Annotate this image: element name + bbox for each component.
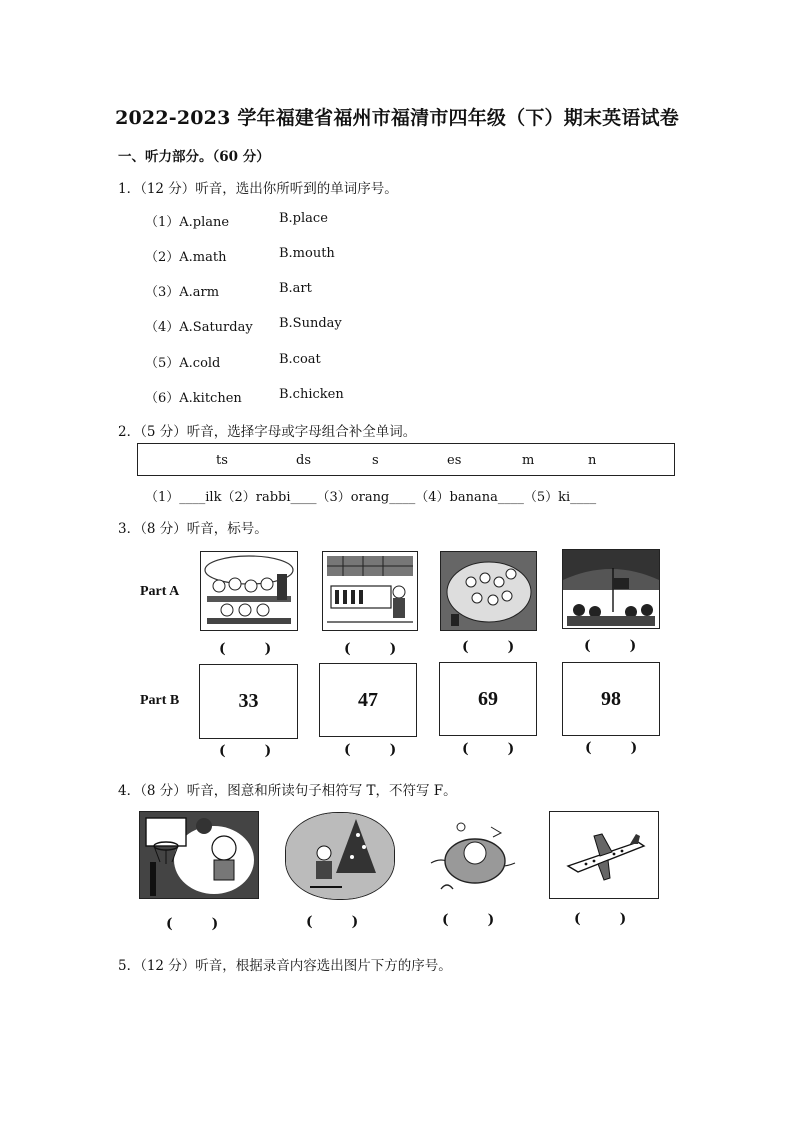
answer-paren[interactable]: ( ): [344, 641, 397, 657]
answer-paren[interactable]: ( ): [585, 740, 638, 756]
q1-option-4b: B.Sunday: [279, 316, 342, 331]
q1-option-3a: （3）A.arm: [145, 285, 220, 300]
q1-option-4a: （4）A.Saturday: [145, 320, 253, 335]
question-2-stem: 2．（5 分）听音，选择字母或字母组合补全单词。: [118, 424, 417, 440]
classroom-illustration: [201, 552, 297, 630]
question-5-stem: 5．（12 分）听音，根据录音内容选出图片下方的序号。: [118, 958, 452, 974]
picture-playground: [440, 551, 537, 631]
part-b-label: Part B: [140, 693, 180, 708]
picture-plane: [549, 811, 659, 899]
q1-option-2b: B.mouth: [279, 246, 335, 261]
answer-paren[interactable]: ( ): [442, 912, 495, 928]
q1-option-6a: （6）A.kitchen: [145, 391, 242, 406]
picture-classroom: [200, 551, 298, 631]
playground-illustration: [441, 552, 536, 630]
picture-swim-ring: [420, 812, 524, 900]
q1-option-3b: B.art: [279, 281, 312, 296]
q1-option-1a: （1）A.plane: [145, 215, 230, 230]
answer-paren[interactable]: ( ): [219, 641, 272, 657]
number-box-33: 33: [199, 664, 298, 739]
letter-choice: n: [588, 453, 597, 468]
answer-paren[interactable]: ( ): [219, 743, 272, 759]
answer-paren[interactable]: ( ): [306, 914, 359, 930]
q1-option-1b: B.place: [279, 211, 328, 226]
letter-choice: ds: [296, 453, 311, 468]
swim-ring-illustration: [421, 813, 524, 900]
picture-basketball: [139, 811, 259, 899]
page-title: 2022-2023 学年福建省福州市福清市四年级（下）期末英语试卷: [115, 107, 679, 129]
question-4-stem: 4．（8 分）听音，图意和所读句子相符写 T，不符写 F。: [118, 783, 457, 799]
q1-option-5b: B.coat: [279, 352, 321, 367]
skating-illustration: [286, 813, 394, 899]
q2-fill-blanks: （1）____ilk（2）rabbi____（3）orang____（4）banana____（5）ki____: [145, 490, 597, 505]
q1-option-2a: （2）A.math: [145, 250, 227, 265]
flag-ceremony-illustration: [563, 550, 659, 628]
library-illustration: [323, 552, 417, 630]
part-a-label: Part A: [140, 584, 180, 599]
answer-paren[interactable]: ( ): [462, 639, 515, 655]
answer-paren[interactable]: ( ): [462, 741, 515, 757]
letter-choice: m: [522, 453, 535, 468]
number-box-98: 98: [562, 662, 660, 736]
plane-illustration: [550, 812, 658, 898]
answer-paren[interactable]: ( ): [574, 911, 627, 927]
number-box-47: 47: [319, 663, 417, 737]
picture-skating: [285, 812, 395, 900]
number-box-69: 69: [439, 662, 537, 736]
question-1-stem: 1．（12 分）听音，选出你所听到的单词序号。: [118, 181, 398, 197]
basketball-illustration: [140, 812, 258, 898]
section-heading-listening: 一、听力部分。（60 分）: [118, 149, 270, 165]
answer-paren[interactable]: ( ): [344, 742, 397, 758]
answer-paren[interactable]: ( ): [584, 638, 637, 654]
letter-choice: ts: [216, 453, 228, 468]
letter-choice: s: [372, 453, 379, 468]
q1-option-5a: （5）A.cold: [145, 356, 221, 371]
picture-flag-ceremony: [562, 549, 660, 629]
letter-choice: es: [447, 453, 462, 468]
answer-paren[interactable]: ( ): [166, 916, 219, 932]
q1-option-6b: B.chicken: [279, 387, 344, 402]
question-3-stem: 3．（8 分）听音，标号。: [118, 521, 268, 537]
picture-library: [322, 551, 418, 631]
